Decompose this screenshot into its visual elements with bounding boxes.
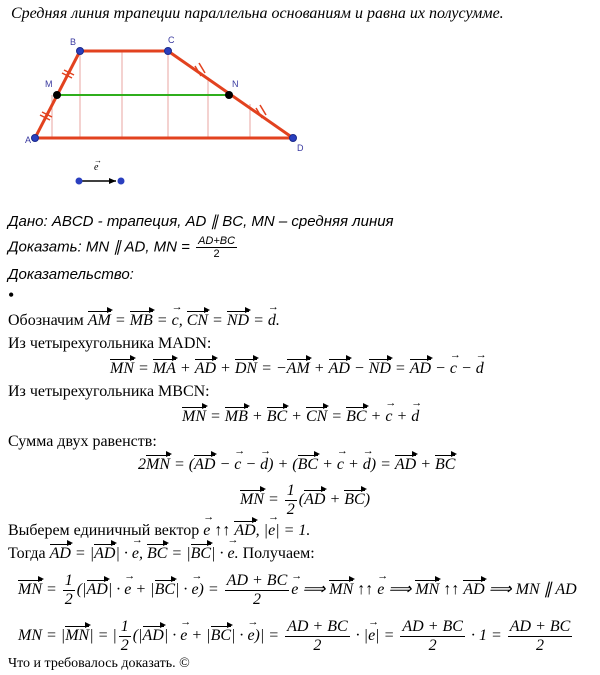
label-m: M (45, 79, 53, 89)
label-d: D (297, 143, 304, 153)
from-madn: Из четырехугольника MADN: (8, 335, 212, 352)
denote-line (8, 312, 280, 330)
page-title: Средняя линия трапеции параллельна основаниям и равна их полусумме. (11, 5, 504, 22)
equation-sum: 2MN = (AD − c → − d →) + (BC + c → + d →) = AD + BC (138, 456, 455, 474)
sum-text: Сумма двух равенств: (8, 433, 157, 450)
denote-text: Обозначим (8, 312, 84, 329)
equation-length: MN = |MN| = | $\frac{1}{2}$ (|AD| · e → + |BC| · e →)| = $\frac{AD + BC}{2}$ · |e →| = $\frac{AD + BC}{2}$ · 1 = $\frac{AD + BC}{2}$ (18, 618, 574, 654)
point-m (53, 91, 61, 99)
vector-label: e (94, 162, 99, 173)
vector-arrowhead (109, 178, 116, 184)
we-get-text: Получаем: (242, 545, 315, 562)
then-line (8, 545, 315, 563)
vector-end-point (118, 178, 125, 185)
prove-frac-num: AD+BC (198, 235, 236, 247)
point-c (165, 48, 172, 55)
then-text: Тогда (8, 545, 46, 562)
point-a (32, 135, 39, 142)
choose-text: Выберем единичный вектор (8, 522, 200, 539)
label-n: N (232, 79, 239, 89)
denote-eq: AM = MB = c →, CN = ND = d →. (88, 312, 280, 329)
prove-frac-den: 2 (213, 248, 220, 261)
equation-mbcn: MN = MB + BC + CN = BC + c → + d → (182, 408, 419, 426)
prove-label: Доказать: (8, 238, 82, 256)
point-b (77, 48, 84, 55)
label-c: C (168, 35, 175, 45)
prove-text: MN ∥ AD, MN = (85, 238, 190, 256)
point-n (225, 91, 233, 99)
then-eq: AD = |AD| · e →, BC = |BC| · e →. (50, 545, 239, 562)
choose-eq: e → ↑↑ AD, |e →| = 1. (203, 522, 310, 539)
qed-text: Что и требовалось доказать. © (8, 656, 190, 671)
prove-fraction (196, 235, 237, 260)
equation-half: MN = $\frac{1}{2}$ (AD + BC) (240, 482, 371, 518)
vector-label-arrow: → (94, 156, 102, 165)
proof-label: Доказательство: (8, 266, 134, 283)
vector-start-point (76, 178, 83, 185)
given-line (8, 212, 394, 230)
equation-direction: MN = $\frac{1}{2}$ (|AD| · e → + |BC| · e →) = $\frac{AD + BC}{2}$ e → ⟹ MN ↑↑ e → ⟹ MN ↑↑ AD ⟹ MN ∥ AD (18, 572, 577, 608)
prove-line (8, 235, 239, 260)
given-label: Дано: (8, 213, 48, 230)
trapezoid-figure (0, 28, 330, 193)
point-d (290, 135, 297, 142)
tick-mark (260, 105, 266, 115)
label-b: B (70, 37, 77, 47)
equation-madn: MN = MA + AD + DN = −AM + AD − ND = AD − c → − d → (110, 360, 484, 378)
from-mbcn: Из четырехугольника MBCN: (8, 383, 210, 400)
choose-line (8, 522, 310, 540)
bullet: • (8, 285, 15, 305)
label-a: A (25, 135, 32, 145)
given-text: ABCD - трапеция, AD ∥ BC, MN – средняя линия (51, 213, 394, 230)
